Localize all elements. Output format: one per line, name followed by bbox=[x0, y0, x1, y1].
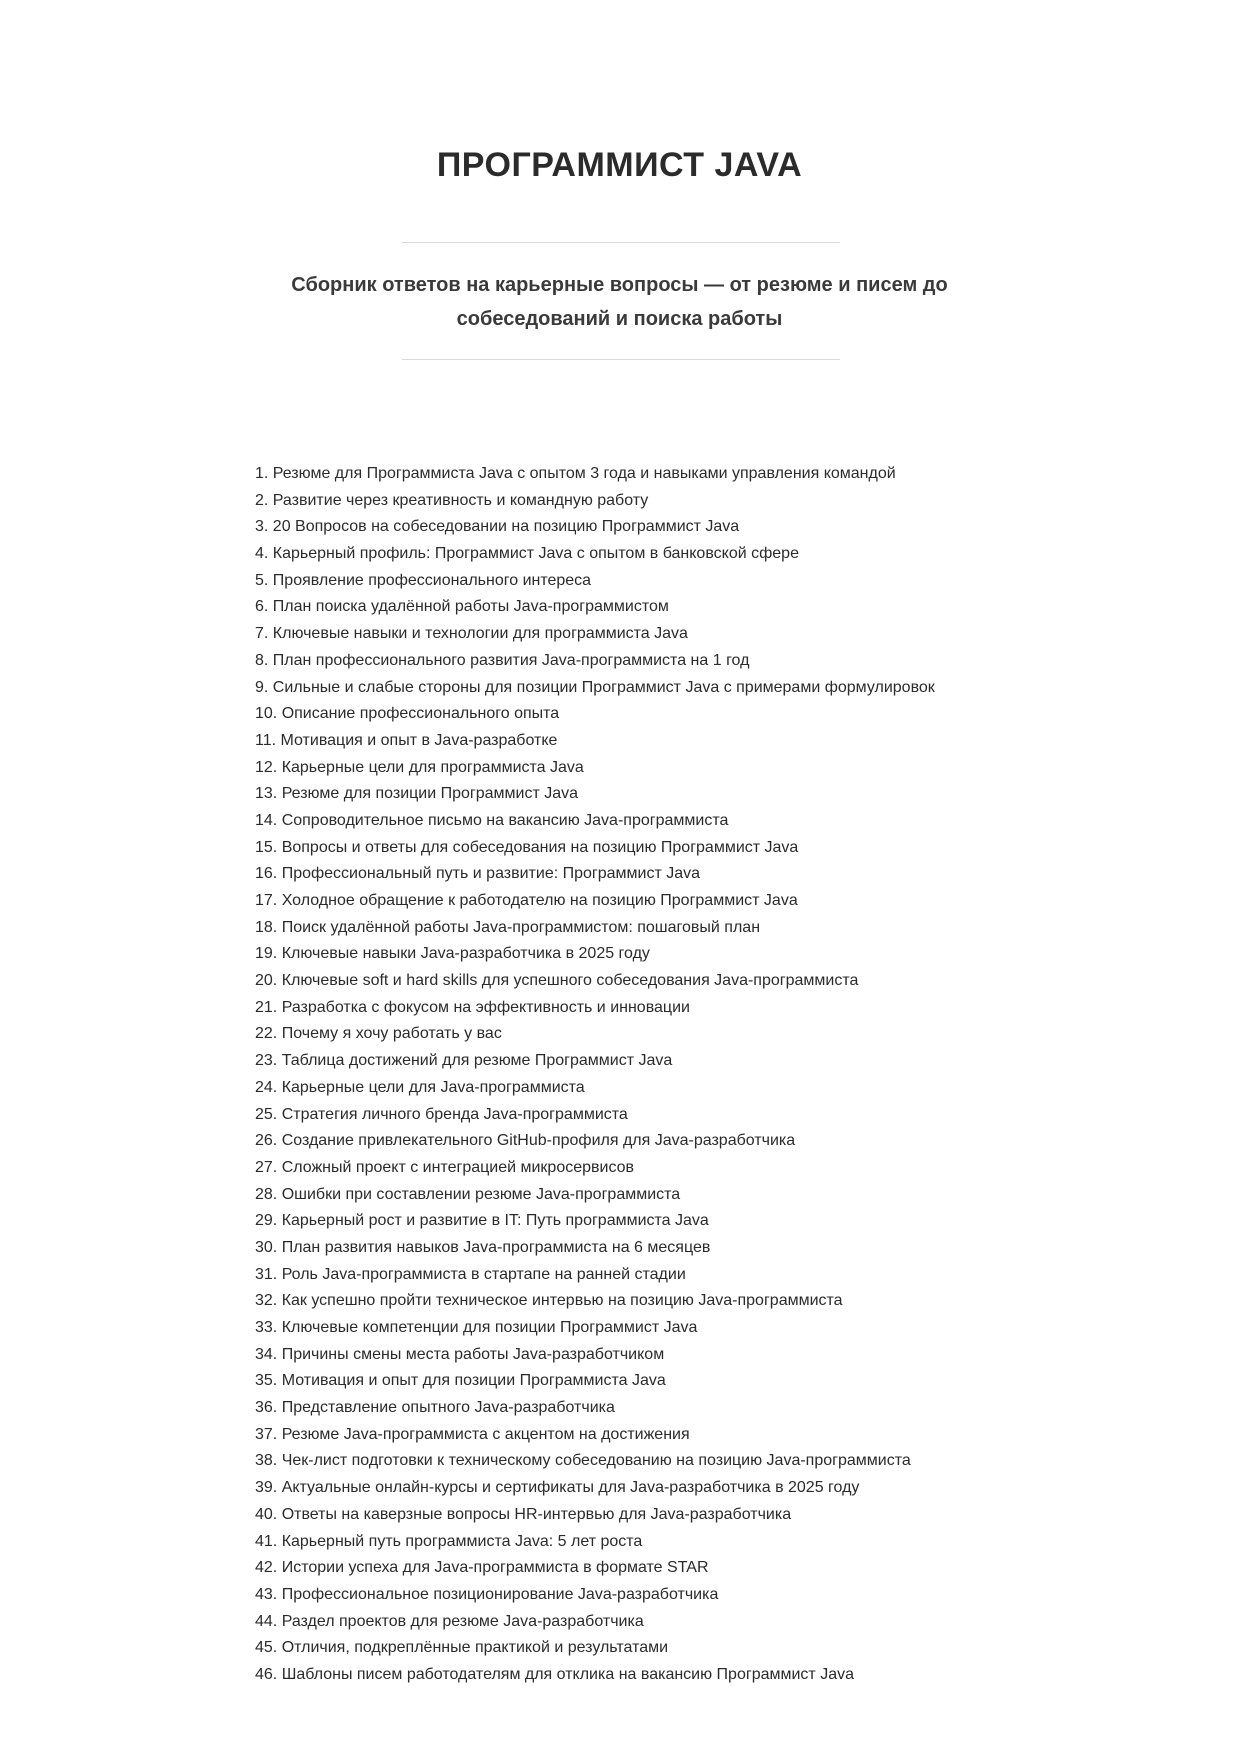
toc-item: 3. 20 Вопросов на собеседовании на позицию Программист Java bbox=[255, 518, 740, 536]
toc-item: 14. Сопроводительное письмо на вакансию Java-программиста bbox=[255, 811, 729, 829]
title-divider-bottom bbox=[402, 359, 840, 360]
toc-item: 15. Вопросы и ответы для собеседования на позицию Программист Java bbox=[255, 838, 799, 856]
toc-item: 37. Резюме Java-программиста с акцентом на достижения bbox=[255, 1425, 690, 1443]
toc-item: 6. План поиска удалённой работы Java-программистом bbox=[255, 598, 669, 616]
toc-item: 13. Резюме для позиции Программист Java bbox=[255, 785, 579, 803]
toc-item: 25. Стратегия личного бренда Java-программиста bbox=[255, 1105, 628, 1123]
toc-item: 40. Ответы на каверзные вопросы HR-интервью для Java-разработчика bbox=[255, 1505, 792, 1523]
toc-item: 2. Развитие через креативность и командную работу bbox=[255, 491, 649, 509]
toc-item: 24. Карьерные цели для Java-программиста bbox=[255, 1078, 585, 1096]
toc-item: 33. Ключевые компетенции для позиции Программист Java bbox=[255, 1319, 698, 1336]
toc-item: 45. Отличия, подкреплённые практикой и результатами bbox=[255, 1639, 669, 1657]
toc-item: 27. Сложный проект с интеграцией микросервисов bbox=[255, 1158, 635, 1176]
toc-item: 23. Таблица достижений для резюме Программист Java bbox=[255, 1052, 673, 1070]
toc-item: 36. Представление опытного Java-разработчика bbox=[255, 1399, 615, 1417]
toc-item: 19. Ключевые навыки Java-разработчика в 2025 году bbox=[255, 945, 650, 963]
toc-item: 16. Профессиональный путь и развитие: Программист Java bbox=[255, 865, 701, 883]
toc-item: 31. Роль Java-программиста в стартапе на ранней стадии bbox=[255, 1265, 686, 1283]
toc-item: 43. Профессиональное позиционирование Java-разработчика bbox=[255, 1585, 719, 1603]
toc-item: 4. Карьерный профиль: Программист Java с опытом в банковской сфере bbox=[255, 545, 799, 563]
toc-item: 46. Шаблоны писем работодателям для отклика на вакансию Программист Java bbox=[255, 1665, 854, 1683]
toc-item: 8. План профессионального развития Java-программиста на 1 год bbox=[255, 651, 750, 669]
toc-item: 39. Актуальные онлайн-курсы и сертификаты для Java-разработчика в 2025 году bbox=[255, 1479, 860, 1497]
table-of-contents bbox=[255, 461, 1015, 1689]
toc-item: 44. Раздел проектов для резюме Java-разработчика bbox=[255, 1612, 644, 1630]
toc-item: 5. Проявление профессионального интереса bbox=[255, 571, 592, 589]
toc-item: 9. Сильные и слабые стороны для позиции Программист Java с примерами формулировок bbox=[255, 678, 935, 696]
toc-item: 18. Поиск удалённой работы Java-программистом: пошаговый план bbox=[255, 918, 761, 936]
toc-item: 7. Ключевые навыки и технологии для программиста Java bbox=[255, 625, 688, 643]
toc-item: 17. Холодное обращение к работодателю на позицию Программист Java bbox=[255, 892, 798, 909]
toc-item: 20. Ключевые soft и hard skills для успешного собеседования Java-программиста bbox=[255, 972, 859, 990]
toc-item: 29. Карьерный рост и развитие в IT: Путь программиста Java bbox=[255, 1212, 709, 1230]
toc-item: 42. Истории успеха для Java-программиста в формате STAR bbox=[255, 1559, 709, 1577]
page-subtitle: Сборник ответов на карьерные вопросы — от резюме и писем до собеседований и поиска работы bbox=[291, 274, 948, 330]
toc-item: 26. Создание привлекательного GitHub-профиля для Java-разработчика bbox=[255, 1132, 796, 1150]
toc-item: 34. Причины смены места работы Java-разработчиком bbox=[255, 1345, 665, 1363]
toc-item: 21. Разработка с фокусом на эффективность и инновации bbox=[255, 998, 690, 1016]
toc-item: 1. Резюме для Программиста Java с опытом 3 года и навыками управления командой bbox=[255, 465, 896, 482]
toc-item: 30. План развития навыков Java-программиста на 6 месяцев bbox=[255, 1238, 711, 1256]
toc-item: 35. Мотивация и опыт для позиции Программиста Java bbox=[255, 1372, 666, 1390]
toc-item: 12. Карьерные цели для программиста Java bbox=[255, 758, 584, 776]
toc-item: 10. Описание профессионального опыта bbox=[255, 705, 560, 723]
toc-item: 28. Ошибки при составлении резюме Java-программиста bbox=[255, 1185, 681, 1203]
toc-item: 22. Почему я хочу работать у вас bbox=[255, 1025, 502, 1043]
toc-item: 41. Карьерный путь программиста Java: 5 лет роста bbox=[255, 1532, 643, 1550]
title-divider-top bbox=[402, 242, 840, 243]
toc-item: 11. Мотивация и опыт в Java-разработке bbox=[255, 731, 558, 749]
toc-item: 32. Как успешно пройти техническое интервью на позицию Java-программиста bbox=[255, 1292, 843, 1310]
toc-item: 38. Чек-лист подготовки к техническому собеседованию на позицию Java-программиста bbox=[255, 1452, 911, 1470]
page-title: ПРОГРАММИСТ JAVA bbox=[436, 146, 803, 184]
